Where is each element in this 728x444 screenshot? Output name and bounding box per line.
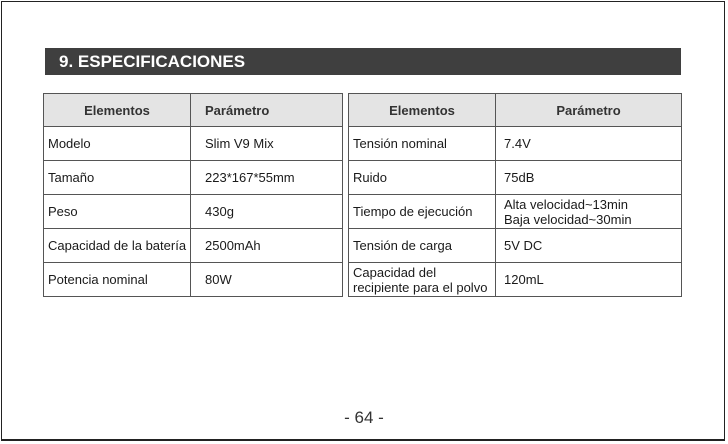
table-row xyxy=(44,127,343,161)
item-value: 80W xyxy=(191,263,343,297)
item-value: Slim V9 Mix xyxy=(191,127,343,161)
spec-table-left xyxy=(43,93,343,297)
table-row xyxy=(44,195,343,229)
column-header-elementos: Elementos xyxy=(44,94,191,127)
table-row xyxy=(44,161,343,195)
item-value: 75dB xyxy=(496,161,682,195)
name-line: Capacidad del xyxy=(353,264,437,280)
item-name: Modelo xyxy=(44,127,191,161)
item-value: 430g xyxy=(191,195,343,229)
table-row xyxy=(44,263,343,297)
name-line: recipiente para el polvo xyxy=(353,279,488,295)
item-value: 5V DC xyxy=(496,229,682,263)
item-name: Tensión de carga xyxy=(349,229,496,263)
item-name: Peso xyxy=(44,195,191,229)
table-row xyxy=(349,195,682,229)
table-row xyxy=(44,229,343,263)
item-name: Potencia nominal xyxy=(44,263,191,297)
section-title: 9. ESPECIFICACIONES xyxy=(45,48,681,75)
page-number: - 64 - xyxy=(344,408,384,427)
table-row xyxy=(349,263,682,297)
table-header-row xyxy=(349,94,682,127)
column-header-parametro: Parámetro xyxy=(191,94,343,127)
item-value: 223*167*55mm xyxy=(191,161,343,195)
item-name: Tensión nominal xyxy=(349,127,496,161)
spec-table-right xyxy=(348,93,682,297)
table-row xyxy=(349,161,682,195)
item-name xyxy=(349,263,496,297)
value-line: Alta velocidad~13min xyxy=(504,196,628,212)
column-header-parametro: Parámetro xyxy=(496,94,682,127)
table-row xyxy=(349,127,682,161)
item-value: 120mL xyxy=(496,263,682,297)
item-name: Capacidad de la batería xyxy=(44,229,191,263)
table-row xyxy=(349,229,682,263)
value-line: Baja velocidad~30min xyxy=(504,211,632,227)
item-value xyxy=(496,195,682,229)
table-header-row xyxy=(44,94,343,127)
item-name: Ruido xyxy=(349,161,496,195)
item-value: 7.4V xyxy=(496,127,682,161)
item-name: Tiempo de ejecución xyxy=(349,195,496,229)
item-value: 2500mAh xyxy=(191,229,343,263)
column-header-elementos: Elementos xyxy=(349,94,496,127)
item-name: Tamaño xyxy=(44,161,191,195)
